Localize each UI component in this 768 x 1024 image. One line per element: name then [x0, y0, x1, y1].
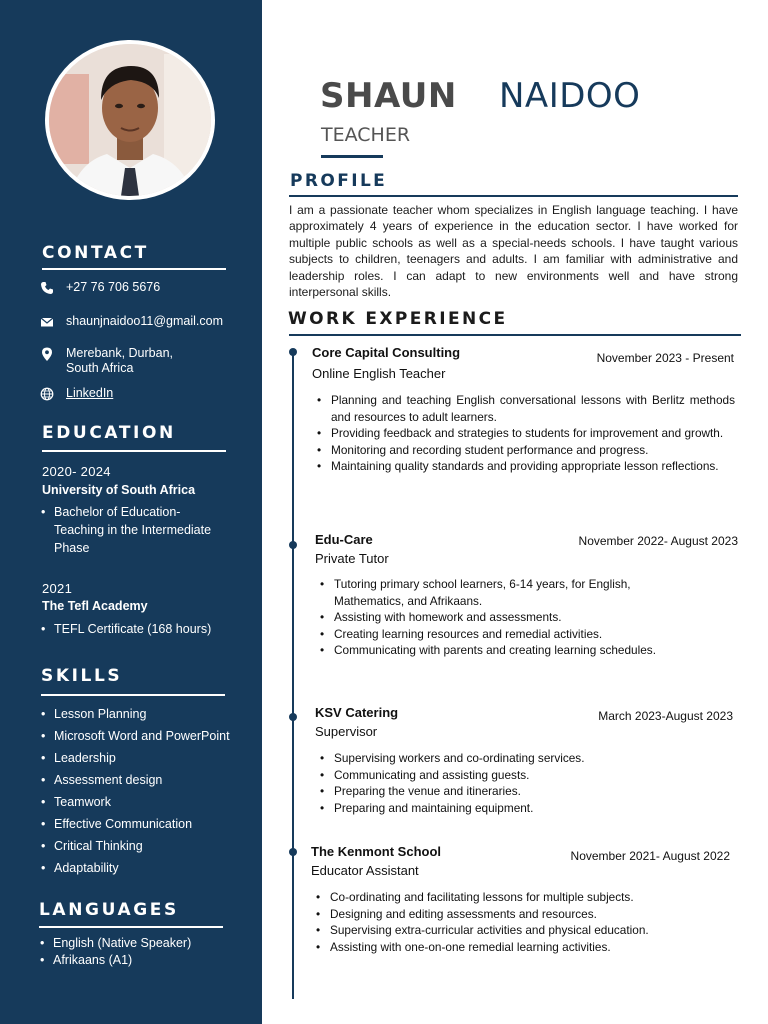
job-3-role: Supervisor: [315, 724, 378, 739]
job-4-dates: November 2021- August 2022: [570, 849, 730, 863]
phone-number: +27 76 706 5676: [66, 280, 161, 294]
list-item: • Supervising workers and co-ordinating services.: [334, 750, 714, 767]
list-item: • Communicating with parents and creating learning schedules.: [334, 642, 664, 659]
contact-linkedin: [40, 386, 113, 401]
skill-item: • Teamwork: [54, 791, 230, 813]
location-pin-icon: [40, 347, 54, 361]
list-item: • Assisting with one-on-one remedial learning activities.: [330, 939, 720, 956]
linkedin-link[interactable]: LinkedIn: [66, 386, 114, 400]
timeline-dot: [289, 541, 297, 549]
skill-item: • Lesson Planning: [54, 703, 230, 725]
list-item: • Communicating and assisting guests.: [334, 767, 714, 784]
contact-email: [40, 314, 223, 329]
job-2-dates: November 2022- August 2023: [578, 534, 738, 548]
languages-heading: LANGUAGES: [39, 900, 179, 920]
education-1-years: 2020- 2024: [42, 464, 111, 479]
education-2-years: 2021: [42, 581, 73, 596]
language-item: • Afrikaans (A1): [53, 952, 191, 969]
list-item: • Supervising extra-curricular activities and physical education.: [330, 922, 720, 939]
timeline-dot: [289, 848, 297, 856]
job-3-company: KSV Catering: [315, 705, 399, 720]
skill-item: • Leadership: [54, 747, 230, 769]
skill-item: • Adaptability: [54, 857, 230, 879]
education-divider: [42, 450, 226, 452]
timeline-dot: [289, 713, 297, 721]
job-1-company: Core Capital Consulting: [312, 345, 461, 360]
job-3-duties: [334, 750, 714, 816]
education-heading: EDUCATION: [42, 423, 176, 443]
profile-summary: I am a passionate teacher whom specializes in English language teaching. I have approximately 4 years of experience in the education sector. I have worked for multiple public schools as well as a special-needs schools. I have taught various subjects to children, teenagers and adults. I am familiar with administrative and leadership roles. I can adapt to new environments well and have strong interpersonal skills.: [289, 203, 738, 300]
education-1-institution: University of South Africa: [42, 483, 196, 497]
list-item: • Maintaining quality standards and providing appropriate lesson reflections.: [331, 458, 735, 475]
contact-location: [40, 346, 173, 376]
education-2-details: [54, 620, 211, 638]
list-item: • Tutoring primary school learners, 6-14 years, for English, Mathematics, and Afrikaans.: [334, 576, 664, 609]
job-4-company: The Kenmont School: [311, 844, 441, 859]
list-item: • Assisting with homework and assessments.: [334, 609, 664, 626]
skills-list: [54, 703, 230, 879]
skill-item: • Microsoft Word and PowerPoint: [54, 725, 230, 747]
profile-photo: [49, 44, 211, 196]
languages-divider: [39, 926, 223, 928]
profile-heading: PROFILE: [290, 171, 388, 191]
list-item: • Preparing and maintaining equipment.: [334, 800, 714, 817]
globe-icon: [40, 387, 54, 401]
language-item: • English (Native Speaker): [53, 935, 191, 952]
job-1-duties: [331, 392, 735, 475]
job-title: TEACHER: [321, 124, 411, 146]
job-4-duties: [330, 889, 720, 955]
list-item: • Preparing the venue and itineraries.: [334, 783, 714, 800]
job-2-role: Private Tutor: [315, 551, 389, 566]
phone-icon: [40, 281, 54, 295]
contact-phone: [40, 280, 160, 295]
education-1-details: [54, 503, 211, 557]
location-line-1: Merebank, Durban,: [66, 346, 174, 360]
list-item: • Monitoring and recording student performance and progress.: [331, 442, 735, 459]
timeline-line: [292, 349, 294, 999]
last-name: NAIDOO: [499, 76, 641, 116]
list-item: • Bachelor of Education- Teaching in the Intermediate Phase: [54, 503, 211, 557]
timeline-dot: [289, 348, 297, 356]
profile-photo-frame: [45, 40, 215, 200]
work-experience-divider: [289, 334, 741, 336]
job-1-role: Online English Teacher: [312, 366, 446, 381]
job-1-dates: November 2023 - Present: [596, 351, 734, 365]
mail-icon: [40, 315, 54, 329]
contact-divider: [42, 268, 226, 270]
skill-item: • Assessment design: [54, 769, 230, 791]
list-item: • Co-ordinating and facilitating lessons for multiple subjects.: [330, 889, 720, 906]
sidebar: [0, 0, 262, 1024]
contact-heading: CONTACT: [42, 243, 149, 263]
list-item: • Creating learning resources and remedial activities.: [334, 626, 664, 643]
location-line-2: South Africa: [66, 361, 134, 375]
skills-heading: SKILLS: [41, 666, 123, 686]
first-name: SHAUN: [320, 76, 457, 116]
education-2-institution: The Tefl Academy: [42, 599, 148, 613]
list-item: • Providing feedback and strategies to students for improvement and growth.: [331, 425, 735, 442]
job-2-duties: [334, 576, 664, 659]
languages-list: [53, 935, 191, 969]
list-item: • TEFL Certificate (168 hours): [54, 620, 211, 638]
list-item: • Planning and teaching English conversational lessons with Berlitz methods and resources to adult learners.: [331, 392, 735, 425]
skill-item: • Effective Communication: [54, 813, 230, 835]
job-3-dates: March 2023-August 2023: [598, 709, 733, 723]
work-experience-heading: WORK EXPERIENCE: [288, 309, 508, 329]
email-address: shaunjnaidoo11@gmail.com: [66, 314, 223, 328]
profile-photo-illustration: [49, 44, 211, 196]
job-4-role: Educator Assistant: [311, 863, 419, 878]
skill-item: • Critical Thinking: [54, 835, 230, 857]
profile-divider: [289, 195, 738, 197]
list-item: • Designing and editing assessments and resources.: [330, 906, 720, 923]
skills-divider: [41, 694, 225, 696]
title-underline: [321, 155, 383, 158]
job-2-company: Edu-Care: [315, 532, 373, 547]
